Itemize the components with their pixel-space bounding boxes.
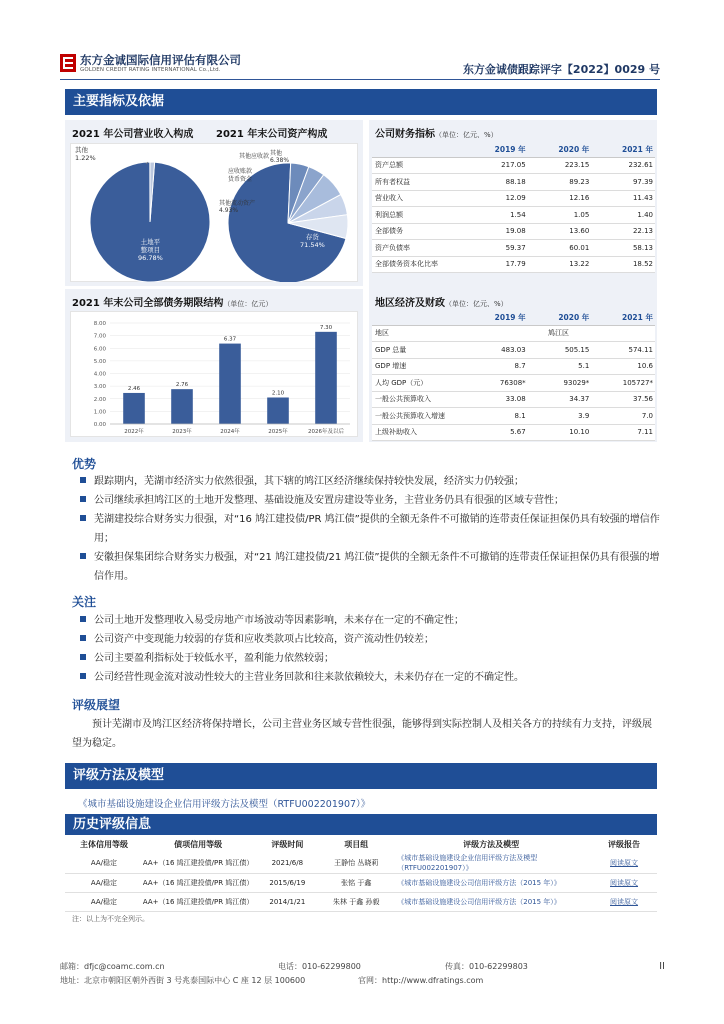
history-table [65, 835, 657, 912]
debt-bar [171, 389, 193, 424]
strength-item: 公司继续承担鸠江区的土地开发整理、基础设施及安置房建设等业务，主营业务仍具有很强的区域专营性； [80, 491, 660, 510]
region-cell: 34.37 [528, 391, 592, 408]
strength-item: 芜湖建投综合财务实力很强，对“16 鸠江建投债/PR 鸠江债”提供的全额无条件不可撤销的连带责任保证担保仍具有较强的增信作用； [80, 510, 660, 548]
region-cell: 8.1 [464, 408, 528, 425]
fin-table [372, 143, 655, 273]
revenue-chart-title: 2021 年公司营业收入构成 [72, 129, 194, 140]
region-cell: 93029* [528, 375, 592, 392]
history-cell: AA+（16 鸠江建投债/PR 鸠江债） [143, 893, 253, 912]
fin-row-label: 利润总额 [372, 207, 464, 224]
asset-ocl-label: 其他流动资产 4.93% [219, 200, 256, 214]
region-cell: 10.10 [528, 424, 592, 441]
history-row [65, 893, 657, 912]
asset-chart-title: 2021 年末公司资产构成 [216, 129, 328, 140]
history-cell: 2014/1/21 [253, 893, 321, 912]
fin-cell: 58.13 [591, 240, 655, 257]
region-cell: 76308* [464, 375, 528, 392]
fin-cell: 12.09 [464, 190, 528, 207]
bullet-square-icon [80, 616, 86, 622]
history-method-link[interactable]: 《城市基础设施建设公司信用评级方法（2015 年）》 [391, 874, 591, 893]
y-tick-label: 5.00 [93, 358, 106, 365]
fin-cell: 13.22 [528, 256, 592, 273]
concerns-list [80, 611, 660, 687]
fin-cell: 223.15 [528, 157, 592, 174]
concern-item: 公司主要盈利指标处于较低水平，盈利能力依然较弱； [80, 649, 660, 668]
region-cell: 33.08 [464, 391, 528, 408]
history-cell: 2021/6/8 [253, 853, 321, 874]
fin-table-title: 公司财务指标（单位：亿元、%） [375, 129, 498, 140]
company-name-en: GOLDEN CREDIT RATING INTERNATIONAL Co.,Ltd. [80, 67, 221, 73]
bullet-square-icon [80, 654, 86, 660]
footer-fax: 传真：010-62299803 [445, 962, 528, 971]
region-row [372, 358, 655, 375]
region-table-title: 地区经济及财政（单位：亿元、%） [375, 298, 508, 309]
debt-bar [315, 332, 337, 424]
bar-value-label: 2.76 [175, 382, 189, 389]
debt-bar [219, 344, 241, 424]
fin-cell: 1.40 [591, 207, 655, 224]
x-tick-label: 2026年及以后 [308, 429, 344, 435]
y-tick-label: 3.00 [93, 384, 106, 391]
region-year-2019: 2019 年 [464, 311, 528, 325]
asset-inventory-label: 存货 71.54% [300, 233, 325, 249]
y-tick-label: 4.00 [93, 371, 106, 378]
region-cell: 8.7 [464, 358, 528, 375]
section-title-history: 历史评级信息 [65, 814, 657, 836]
fin-cell: 1.05 [528, 207, 592, 224]
region-row [372, 342, 655, 359]
fin-cell: 12.16 [528, 190, 592, 207]
outlook-title: 评级展望 [72, 698, 121, 712]
fin-row-label: 全部债务 [372, 223, 464, 240]
region-cell: 3.9 [528, 408, 592, 425]
read-report-link[interactable]: 阅读原文 [591, 874, 657, 893]
region-table-header [372, 311, 655, 325]
bullet-square-icon [80, 496, 86, 502]
fin-row [372, 174, 655, 191]
page-header [60, 52, 660, 80]
strength-item: 跟踪期内，芜湖市经济实力依然很强，其下辖的鸠江区经济继续保持较快发展，经济实力仍较强； [80, 472, 660, 491]
debt-bar [267, 397, 289, 424]
concern-item: 公司资产中变现能力较弱的存货和应收类款项占比较高，资产流动性仍较差； [80, 630, 660, 649]
history-method-link[interactable]: 《城市基础设施建设企业信用评级方法及模型（RTFU002201907）》 [391, 853, 591, 874]
region-year-2021: 2021 年 [591, 311, 655, 325]
revenue-other-label: 其他 1.22% [75, 146, 96, 162]
fin-row [372, 207, 655, 224]
history-cell: 朱林 于鑫 孙毅 [321, 893, 391, 912]
bullet-square-icon [80, 673, 86, 679]
strengths-list [80, 472, 660, 586]
section-title-method: 评级方法及模型 [65, 763, 657, 789]
read-report-link[interactable]: 阅读原文 [591, 853, 657, 874]
region-year-2020: 2020 年 [528, 311, 592, 325]
page-footer [60, 960, 665, 988]
fin-cell: 17.79 [464, 256, 528, 273]
region-cell: 5.67 [464, 424, 528, 441]
fin-cell: 18.52 [591, 256, 655, 273]
region-cell: 7.11 [591, 424, 655, 441]
region-row-label: 人均 GDP（元） [372, 375, 464, 392]
history-cell: 王静怡 丛晓莉 [321, 853, 391, 874]
y-tick-label: 7.00 [93, 333, 106, 340]
region-cell: 7.0 [591, 408, 655, 425]
fin-cell: 88.18 [464, 174, 528, 191]
fin-cell: 11.43 [591, 190, 655, 207]
concerns-title: 关注 [72, 595, 97, 609]
fin-row-label: 全部债务资本化比率 [372, 256, 464, 273]
x-tick-label: 2025年 [268, 429, 288, 435]
bar-value-label: 2.10 [271, 390, 285, 397]
concern-item: 公司经营性现金流对波动性较大的主营业务回款和往来款依赖较大，未来仍存在一定的不确定性。 [80, 668, 660, 687]
bullet-square-icon [80, 477, 86, 483]
y-tick-label: 6.00 [93, 346, 106, 353]
bullet-square-icon [80, 553, 86, 559]
strength-item: 安徽担保集团综合财务实力极强，对“21 鸠江建投债/21 鸠江债”提供的全额无条件不可撤销的连带责任保证担保仍具有很强的增信作用。 [80, 548, 660, 586]
bar-value-label: 2.46 [127, 385, 141, 392]
region-cell: 37.56 [591, 391, 655, 408]
region-row [372, 408, 655, 425]
bar-value-label: 6.37 [223, 336, 237, 343]
method-link[interactable]: 《城市基础设施建设企业信用评级方法及模型（RTFU002201907）》 [78, 799, 371, 810]
fin-cell: 13.60 [528, 223, 592, 240]
debt-bar-chart [70, 311, 358, 437]
region-row-area: 地区 鸠江区 [372, 325, 655, 342]
bullet-square-icon [80, 635, 86, 641]
y-tick-label: 0.00 [93, 422, 106, 428]
fin-cell: 217.05 [464, 157, 528, 174]
region-cell: 105727* [591, 375, 655, 392]
asset-labels-top: 其他应收款 [239, 153, 270, 160]
fin-row-label: 资产负债率 [372, 240, 464, 257]
section-title-main: 主要指标及依据 [65, 89, 657, 115]
history-table-header: 主体信用等级 债项信用等级 评级时间 项目组 评级方法及模型 评级报告 [65, 835, 657, 853]
history-note: 注：以上为不完全列示。 [72, 915, 149, 923]
fin-row-label: 营业收入 [372, 190, 464, 207]
company-name-cn: 东方金诚国际信用评估有限公司 [80, 53, 241, 67]
fin-cell: 1.54 [464, 207, 528, 224]
asset-labels-left: 应收账款 货币资金 [228, 168, 253, 183]
x-tick-label: 2022年 [124, 429, 144, 435]
footer-email: 邮箱：dfjc@coamc.com.cn [60, 962, 165, 971]
history-method-link[interactable]: 《城市基础设施建设公司信用评级方法（2015 年）》 [391, 893, 591, 912]
fin-row [372, 240, 655, 257]
fin-year-2019: 2019 年 [464, 143, 528, 157]
region-cell: 10.6 [591, 358, 655, 375]
fin-cell: 22.13 [591, 223, 655, 240]
fin-row [372, 223, 655, 240]
fin-row-label: 资产总额 [372, 157, 464, 174]
concern-item: 公司土地开发整理收入易受房地产市场波动等因素影响，未来存在一定的不确定性； [80, 611, 660, 630]
fin-cell: 19.08 [464, 223, 528, 240]
region-row-label: 上级补助收入 [372, 424, 464, 441]
region-row-label: GDP 增速 [372, 358, 464, 375]
region-cell: 505.15 [528, 342, 592, 359]
region-row-label: GDP 总量 [372, 342, 464, 359]
fin-row-label: 所有者权益 [372, 174, 464, 191]
fin-cell: 232.61 [591, 157, 655, 174]
footer-address: 地址：北京市朝阳区朝外西街 3 号兆泰国际中心 C 座 12 层 100600 [60, 976, 306, 985]
read-report-link[interactable]: 阅读原文 [591, 893, 657, 912]
region-cell: 483.03 [464, 342, 528, 359]
fin-year-2020: 2020 年 [528, 143, 592, 157]
fin-row [372, 157, 655, 174]
region-table [372, 311, 655, 441]
history-cell: AA/稳定 [65, 893, 143, 912]
outlook-text: 预计芜湖市及鸠江区经济将保持增长，公司主营业务区域专营性很强，能够得到实际控制人及相关各方的持续有力支持，评级展望为稳定。 [72, 719, 652, 749]
history-row [65, 853, 657, 874]
page-number: II [659, 961, 665, 972]
fin-table-header [372, 143, 655, 157]
y-tick-label: 2.00 [93, 396, 106, 403]
region-row [372, 424, 655, 441]
region-row-label: 一般公共预算收入 [372, 391, 464, 408]
region-cell: 574.11 [591, 342, 655, 359]
footer-phone: 电话：010-62299800 [278, 962, 361, 971]
bullet-square-icon [80, 515, 86, 521]
x-tick-label: 2024年 [220, 429, 240, 435]
company-logo-icon [60, 54, 76, 72]
x-tick-label: 2023年 [172, 429, 192, 435]
fin-row [372, 256, 655, 273]
y-tick-label: 8.00 [93, 321, 106, 327]
fin-cell: 89.23 [528, 174, 592, 191]
history-cell: AA+（16 鸠江建投债/PR 鸠江债） [143, 853, 253, 874]
fin-row [372, 190, 655, 207]
fin-cell: 59.37 [464, 240, 528, 257]
history-cell: AA+（16 鸠江建投债/PR 鸠江债） [143, 874, 253, 893]
fin-cell: 97.39 [591, 174, 655, 191]
region-row [372, 375, 655, 392]
region-row [372, 391, 655, 408]
fin-cell: 60.01 [528, 240, 592, 257]
history-cell: AA/稳定 [65, 874, 143, 893]
y-tick-label: 1.00 [93, 409, 106, 416]
region-cell: 5.1 [528, 358, 592, 375]
asset-other-label: 其他 6.38% [270, 150, 290, 164]
strengths-title: 优势 [72, 457, 97, 471]
bar-value-label: 7.30 [319, 324, 333, 331]
history-cell: AA/稳定 [65, 853, 143, 874]
document-id: 东方金诚债跟踪评字【2022】0029 号 [462, 63, 660, 76]
debt-bar [123, 393, 145, 424]
history-cell: 张铭 于鑫 [321, 874, 391, 893]
region-row-label: 一般公共预算收入增速 [372, 408, 464, 425]
revenue-land-label: 土地平 整项目 96.78% [138, 238, 163, 262]
fin-year-2021: 2021 年 [591, 143, 655, 157]
history-row [65, 874, 657, 893]
debt-chart-title: 2021 年末公司全部债务期限结构（单位：亿元） [72, 298, 273, 309]
history-cell: 2015/6/19 [253, 874, 321, 893]
footer-website[interactable]: 官网：http://www.dfratings.com [358, 976, 484, 985]
